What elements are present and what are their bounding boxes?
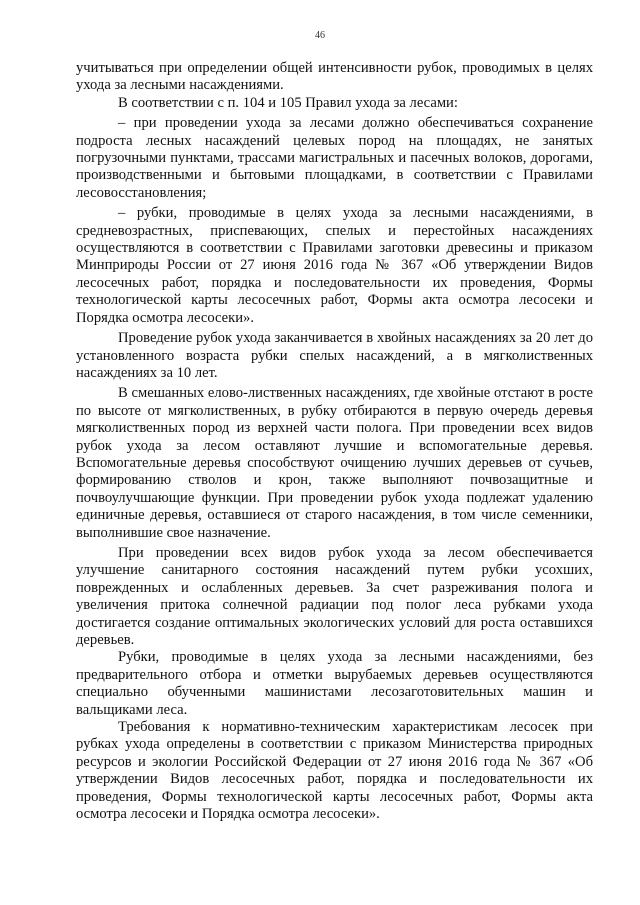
body-text: [76, 60, 593, 823]
page-number: 46: [315, 30, 325, 41]
list-item-undergrowth: – при проведении ухода за лесами должно обеспечиваться сохранение подроста лесных насаждений целевых пород на площадях, не занятых погрузочными пунктами, трассами магистральных и пасечных волоков, дорогами, производственными и бытовыми площадками, в соответствии с Правилами лесовосстановления;: [76, 115, 593, 201]
paragraph-operators: Рубки, проводимые в целях ухода за лесными насаждениями, без предварительного отбора и отметки вырубаемых деревьев осуществляются специально обученными машинистами лесозаготовительных машин и вальщиками леса.: [76, 649, 593, 718]
paragraph-continuation: учитываться при определении общей интенсивности рубок, проводимых в целях ухода за лесными насаждениями.: [76, 60, 593, 94]
paragraph-sanitary: При проведении всех видов рубок ухода за лесом обеспечивается улучшение санитарного состояния насаждений путем рубки усохших, поврежденных и ослабленных деревьев. За счет разреживания полога и увеличения притока солнечной радиации под полог леса рубками ухода достигается создание оптимальных экологических условий для роста оставшихся деревьев.: [76, 544, 593, 648]
list-item-cuttings: – рубки, проводимые в целях ухода за лесными насаждениями, в средневозрастных, приспевающих, спелых и перестойных насаждениях осуществляются в соответствии с Правилами заготовки древесины и приказом Минприроды России от 27 июня 2016 года № 367 «Об утверждении Видов лесосечных работ, порядка и последовательности их проведения, Формы технологической карты лесосечных работ, Формы акта осмотра лесосеки и Порядка осмотра лесосеки».: [76, 205, 593, 326]
paragraph-rules-intro: В соответствии с п. 104 и 105 Правил ухода за лесами:: [118, 94, 458, 111]
paragraph-completion-age: Проведение рубок ухода заканчивается в хвойных насаждениях за 20 лет до установленного возраста рубки спелых насаждений, а в мягколиственных насаждениях за 10 лет.: [76, 330, 593, 381]
paragraph-mixed-stands: В смешанных елово-лиственных насаждениях, где хвойные отстают в росте по высоте от мягколиственных, в рубку отбираются в первую очередь деревья мягколиственных пород из верхней части полога. При проведении всех видов рубок ухода за лесом оставляют лучшие и вспомогательные деревья. Вспомогательные деревья способствуют очищению лучших деревьев от сучьев, формированию стволов и крон, также выполняют почвозащитные и почвоулучшающие функции. При проведении рубок ухода подлежат удалению единичные деревья, оставшиеся от старого насаждения, в том числе семенники, выполнившие свое назначение.: [76, 385, 593, 541]
paragraph-requirements: Требования к нормативно-техническим характеристикам лесосек при рубках ухода определены в соответствии с приказом Министерства природных ресурсов и экологии Российской Федерации от 27 июня 2016 года № 367 «Об утверждении Видов лесосечных работ, порядка и последовательности их проведения, Формы технологической карты лесосечных работ, Формы акта осмотра лесосеки и Порядка осмотра лесосеки».: [76, 719, 593, 823]
